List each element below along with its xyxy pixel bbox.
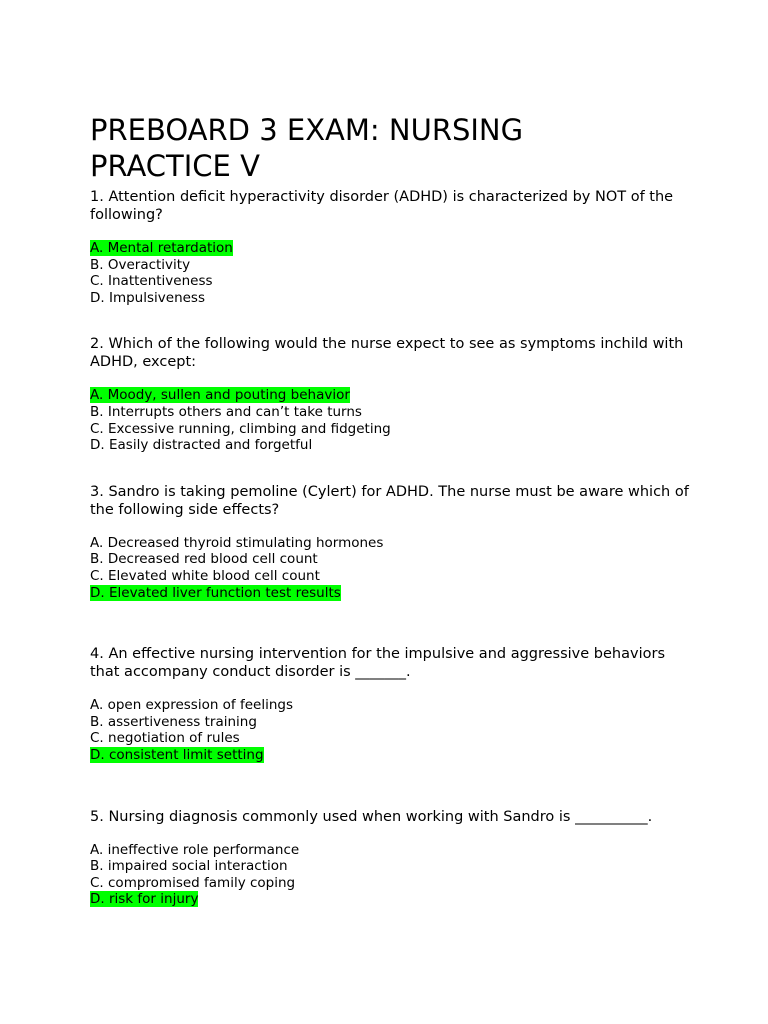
option-label: B. Overactivity [90,256,191,273]
option-label: B. Interrupts others and can’t take turns [90,403,362,420]
question-text: 5. Nursing diagnosis commonly used when working with Sandro is __________. [90,808,653,825]
option-a [90,842,690,859]
option-label: D. Elevated liver function test results [90,584,341,601]
option-b [90,404,690,421]
option-label: A. Decreased thyroid stimulating hormones [90,534,384,551]
option-b [90,858,690,875]
question-5 [90,808,690,908]
answer-options [90,697,690,763]
option-a-correct [90,387,690,404]
option-label: D. risk for injury [90,891,199,908]
option-label: D. Easily distracted and forgetful [90,437,313,454]
option-label: B. assertiveness training [90,713,257,730]
answer-options [90,842,690,908]
question-4 [90,645,690,763]
option-c [90,273,690,290]
option-c [90,875,690,892]
question-text: 2. Which of the following would the nurse expect to see as symptoms inchild with ADHD, except: [90,336,684,371]
answer-options [90,387,690,453]
document-page [90,112,690,908]
answer-options [90,240,690,306]
option-b [90,257,690,274]
option-d [90,290,690,307]
option-d [90,437,690,454]
option-b [90,714,690,731]
option-label: C. Inattentiveness [90,273,213,290]
option-label: A. open expression of feelings [90,697,294,714]
question-text: 4. An effective nursing intervention for the impulsive and aggressive behaviors that accompany conduct disorder is _______. [90,646,665,681]
option-label: B. impaired social interaction [90,858,288,875]
option-c [90,421,690,438]
option-label: D. Impulsiveness [90,289,205,306]
option-label: A. ineffective role performance [90,841,300,858]
question-3 [90,483,690,601]
option-c [90,730,690,747]
option-label: C. Excessive running, climbing and fidgeting [90,420,391,437]
option-label: C. negotiation of rules [90,730,240,747]
option-label: A. Mental retardation [90,240,233,256]
option-label: A. Moody, sullen and pouting behavior [90,387,350,404]
option-d-correct [90,891,690,908]
option-label: D. consistent limit setting [90,746,264,763]
option-label: C. Elevated white blood cell count [90,567,320,584]
question-text: 1. Attention deficit hyperactivity disorder (ADHD) is characterized by NOT of the following? [90,189,674,223]
option-a-correct [90,240,690,257]
option-c [90,568,690,585]
option-d-correct [90,747,690,764]
question-text: 3. Sandro is taking pemoline (Cylert) for ADHD. The nurse must be aware which of the following side effects? [90,483,689,518]
option-label: B. Decreased red blood cell count [90,551,318,568]
option-b [90,551,690,568]
answer-options [90,535,690,601]
document-title: PREBOARD 3 EXAM: NURSING PRACTICE V [90,113,524,183]
option-a [90,535,690,552]
question-1 [90,188,690,306]
option-d-correct [90,585,690,602]
option-label: C. compromised family coping [90,874,296,891]
option-a [90,697,690,714]
question-2 [90,335,690,453]
